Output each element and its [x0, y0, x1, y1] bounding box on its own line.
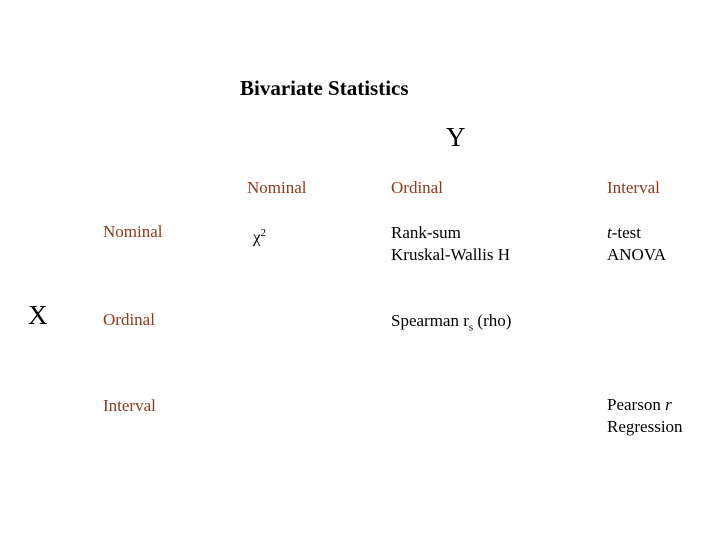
- row-header-ordinal: Ordinal: [103, 310, 155, 329]
- t-italic: t: [607, 223, 612, 242]
- test-suffix: -test: [611, 223, 642, 242]
- cell-nominal-nominal: [253, 222, 266, 249]
- cell-line: [607, 394, 683, 416]
- cell-line: Kruskal-Wallis H: [391, 245, 511, 264]
- cell-line: [607, 222, 666, 244]
- chi-symbol: χ: [253, 227, 261, 247]
- pearson-prefix: Pearson: [607, 395, 666, 414]
- row-header-nominal: Nominal: [103, 222, 163, 241]
- r-italic: r: [665, 395, 672, 414]
- cell-line: Regression: [607, 417, 683, 436]
- y-axis-label: Y: [446, 122, 466, 152]
- cell-ordinal-ordinal: [391, 310, 511, 338]
- spearman-prefix: Spearman r: [391, 311, 469, 330]
- slide-title: Bivariate Statistics: [240, 76, 409, 100]
- x-axis-label: X: [28, 300, 48, 330]
- chi-superscript: 2: [260, 227, 267, 239]
- column-header-ordinal: Ordinal: [391, 178, 443, 197]
- column-header-interval: Interval: [607, 178, 660, 197]
- spearman-subscript: s: [468, 321, 474, 334]
- row-header-interval: Interval: [103, 396, 156, 415]
- cell-interval-interval: [607, 394, 683, 438]
- cell-line: Rank-sum: [391, 223, 461, 242]
- cell-nominal-interval: [607, 222, 666, 266]
- cell-line: ANOVA: [607, 245, 667, 264]
- spearman-suffix: (rho): [473, 311, 512, 330]
- cell-nominal-ordinal: [391, 222, 510, 266]
- column-header-nominal: Nominal: [247, 178, 307, 197]
